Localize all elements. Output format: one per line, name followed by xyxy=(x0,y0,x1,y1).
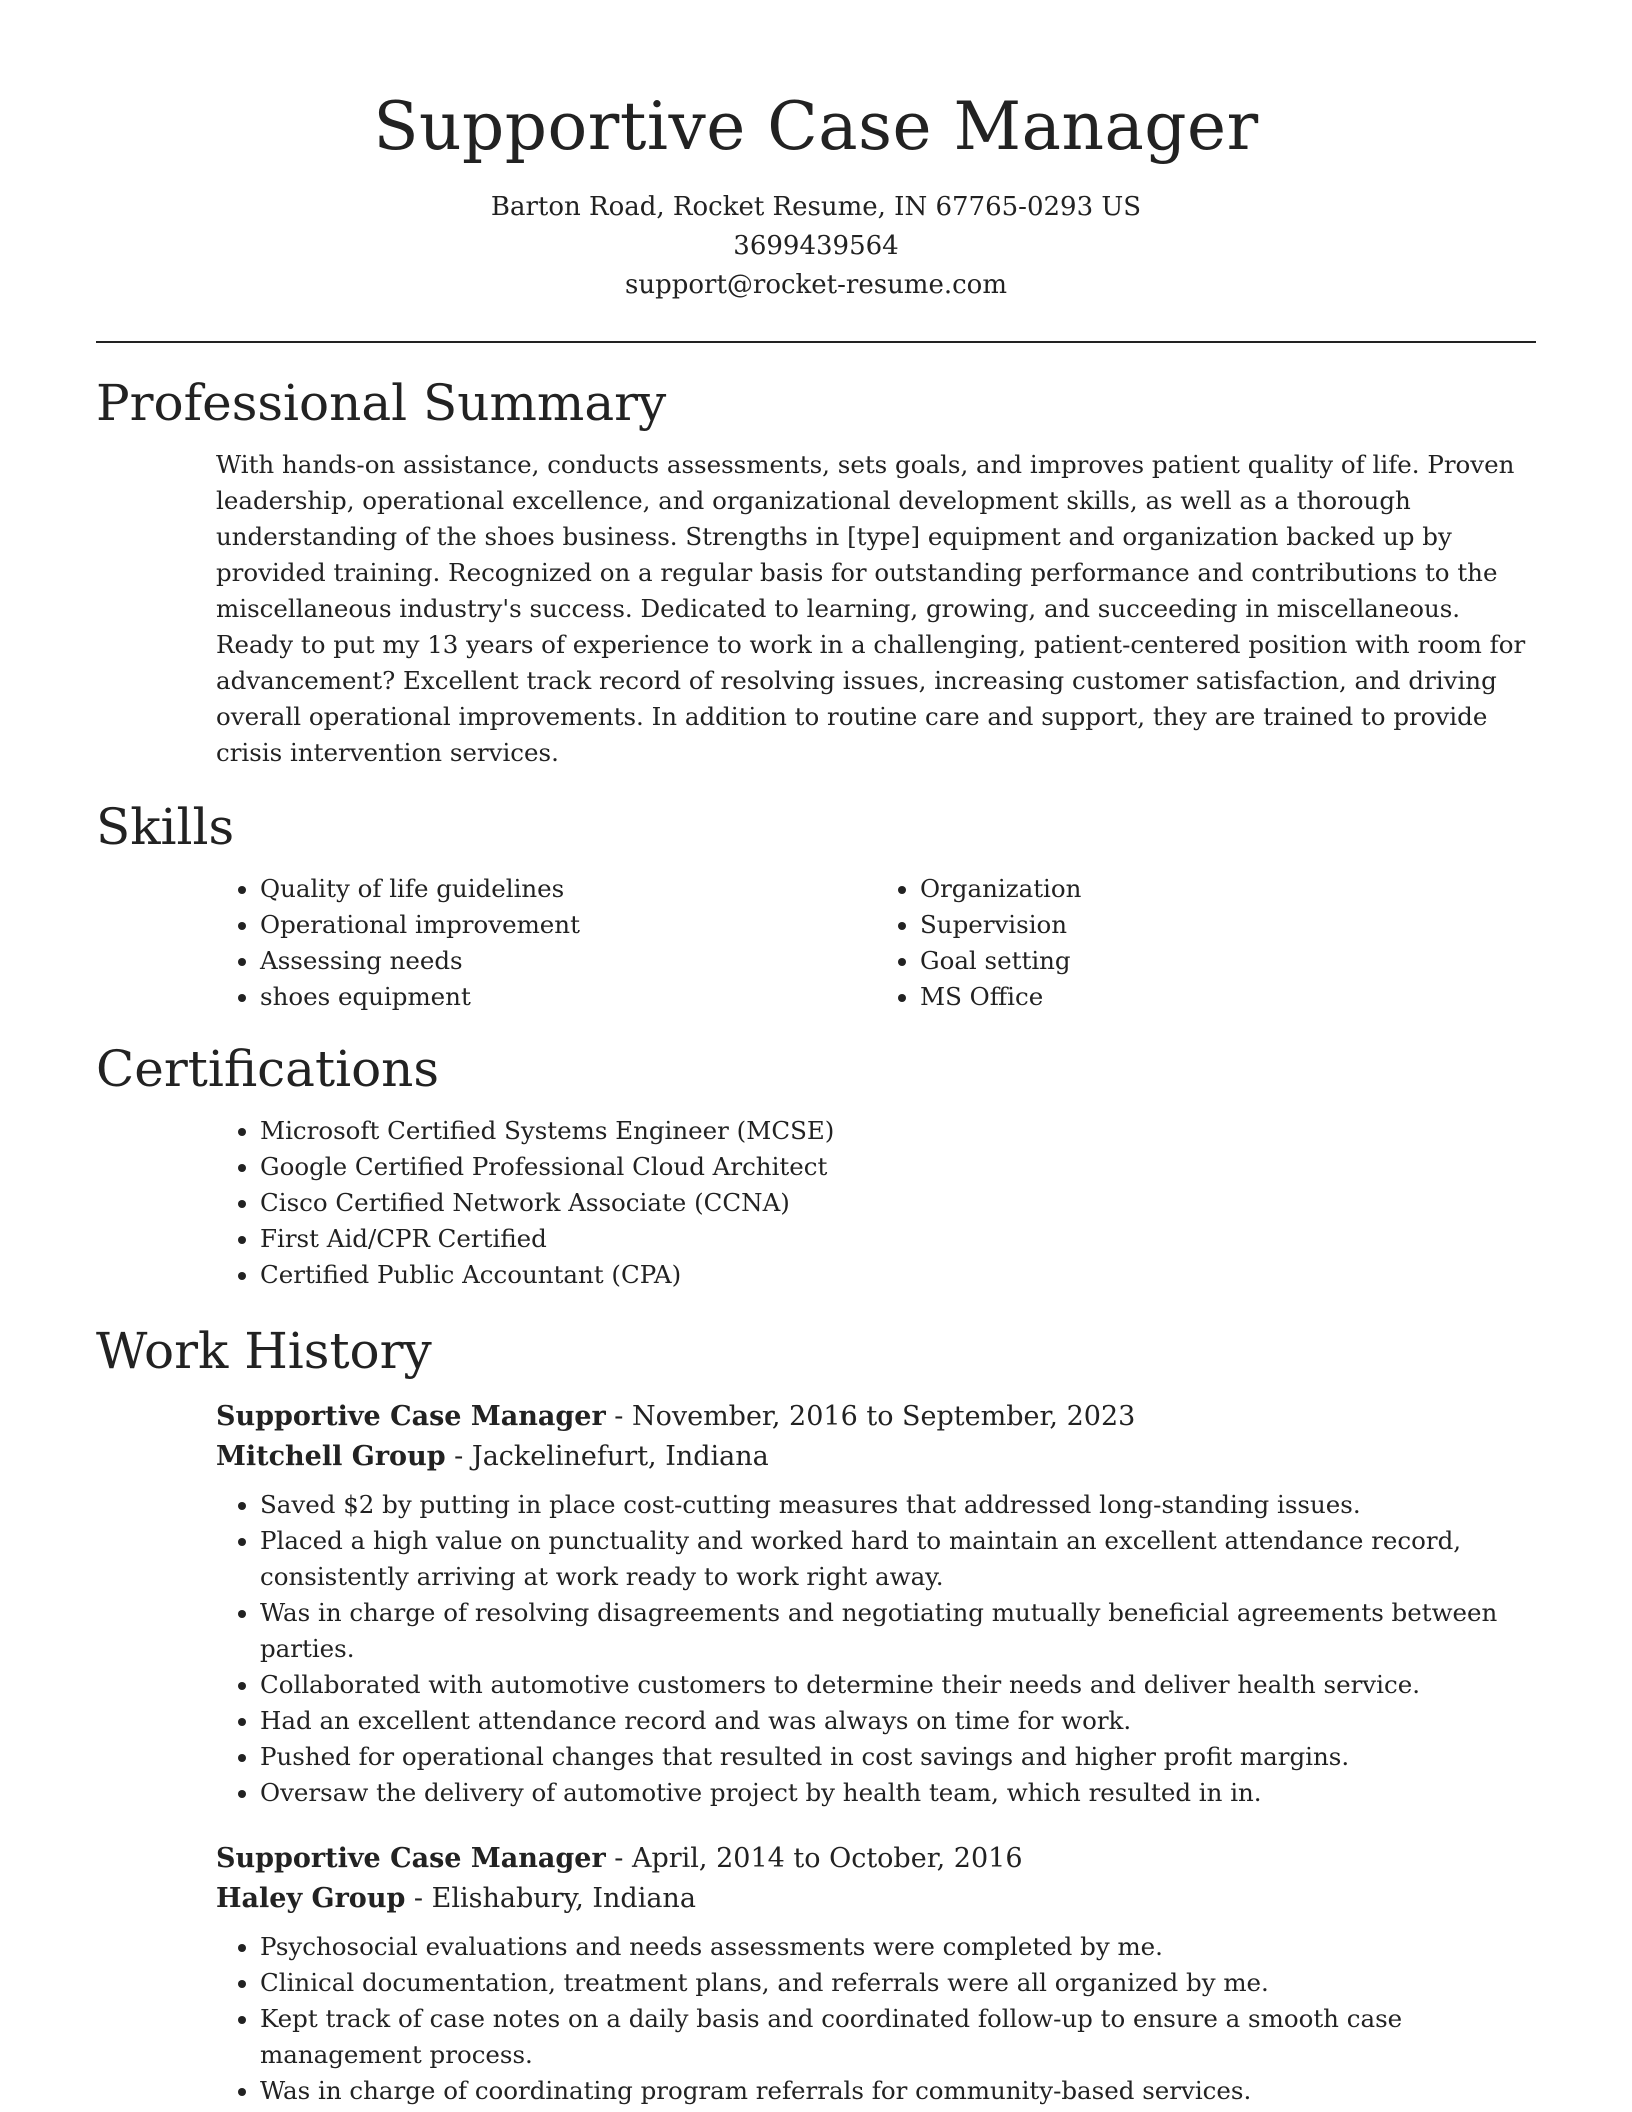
skill-item: • Operational improvement xyxy=(260,907,876,943)
skill-item: • MS Office xyxy=(920,979,1536,1015)
job-bullets xyxy=(216,1929,1536,2109)
job-company-line xyxy=(216,1437,1536,1477)
job-title: Supportive Case Manager xyxy=(216,1843,606,1874)
skills-left-list xyxy=(216,871,876,1015)
summary-section xyxy=(96,371,1536,771)
job-bullets xyxy=(216,1487,1536,1811)
skills-heading: Skills xyxy=(96,798,235,856)
job-bullet: • Was in charge of coordinating program referrals for community-based services. xyxy=(260,2073,1536,2109)
skills-section xyxy=(96,795,1536,1015)
skill-item: • Supervision xyxy=(920,907,1536,943)
certifications-section xyxy=(96,1037,1536,1293)
job-bullet: • Clinical documentation, treatment plans, and referrals were all organized by me. xyxy=(260,1965,1536,2001)
summary-heading: Professional Summary xyxy=(96,374,667,432)
job-bullet: • Pushed for operational changes that resulted in cost savings and higher profit margins. xyxy=(260,1739,1536,1775)
work-history-heading: Work History xyxy=(96,1322,432,1380)
skill-item: • Goal setting xyxy=(920,943,1536,979)
contact-phone: 3699439564 xyxy=(733,231,899,261)
job-entry xyxy=(216,1839,1536,2109)
certification-item: • Microsoft Certified Systems Engineer (MCSE) xyxy=(260,1113,1536,1149)
summary-text: With hands-on assistance, conducts assessments, sets goals, and improves patient quality of life. Proven leadership, operational excellence, and organizational development skills, as well as a thorough understanding of the shoes business. Strengths in [type] equipment and organization backed up by provided training. Recognized on a regular basis for outstanding performance and contributions to the miscellaneous industry's success. Dedicated to learning, growing, and succeeding in miscellaneous. Ready to put my 13 years of experience to work in a challenging, patient-centered position with room for advancement? Excellent track record of resolving issues, increasing customer satisfaction, and driving overall operational improvements. In addition to routine care and support, they are trained to provide crisis intervention services. xyxy=(216,450,1526,767)
certification-item: • First Aid/CPR Certified xyxy=(260,1221,1536,1257)
job-dates: - April, 2014 to October, 2016 xyxy=(605,1843,1023,1874)
job-bullet: • Oversaw the delivery of automotive project by health team, which resulted in in. xyxy=(260,1775,1536,1811)
skill-item: • Quality of life guidelines xyxy=(260,871,876,907)
contact-email: support@rocket-resume.com xyxy=(624,270,1007,300)
job-bullet: • Placed a high value on punctuality and worked hard to maintain an excellent attendance record, consistently arriving at work ready to work right away. xyxy=(260,1523,1536,1595)
certifications-list xyxy=(216,1113,1536,1293)
job-company-line xyxy=(216,1879,1536,1919)
skills-right-list xyxy=(876,871,1536,1015)
job-bullet: • Saved $2 by putting in place cost-cutting measures that addressed long-standing issues. xyxy=(260,1487,1536,1523)
resume-header xyxy=(96,0,1536,305)
certification-item: • Certified Public Accountant (CPA) xyxy=(260,1257,1536,1293)
job-bullet: • Psychosocial evaluations and needs assessments were completed by me. xyxy=(260,1929,1536,1965)
job-bullet: • Collaborated with automotive customers to determine their needs and deliver health service. xyxy=(260,1667,1536,1703)
job-title-line xyxy=(216,1397,1536,1437)
resume-name: Supportive Case Manager xyxy=(373,88,1259,165)
job-company: Haley Group xyxy=(216,1883,406,1914)
skills-columns xyxy=(216,871,1536,1015)
job-bullet: • Was in charge of resolving disagreements and negotiating mutually beneficial agreements between parties. xyxy=(260,1595,1536,1667)
job-location: - Jackelinefurt, Indiana xyxy=(445,1441,769,1472)
job-entry xyxy=(216,1397,1536,1811)
skill-item: • Organization xyxy=(920,871,1536,907)
skill-item: • Assessing needs xyxy=(260,943,876,979)
job-bullet: • Had an excellent attendance record and was always on time for work. xyxy=(260,1703,1536,1739)
skill-item: • shoes equipment xyxy=(260,979,876,1015)
header-divider xyxy=(96,341,1536,343)
contact-address: Barton Road, Rocket Resume, IN 67765-0293 US xyxy=(490,192,1142,222)
certification-item: • Cisco Certified Network Associate (CCNA) xyxy=(260,1185,1536,1221)
certification-item: • Google Certified Professional Cloud Architect xyxy=(260,1149,1536,1185)
work-history-section xyxy=(96,1319,1536,2109)
job-dates: - November, 2016 to September, 2023 xyxy=(605,1401,1136,1432)
job-bullet: • Kept track of case notes on a daily basis and coordinated follow-up to ensure a smooth case management process. xyxy=(260,2001,1536,2073)
certifications-heading: Certifications xyxy=(96,1040,440,1098)
job-location: - Elishabury, Indiana xyxy=(405,1883,696,1914)
job-company: Mitchell Group xyxy=(216,1441,446,1472)
job-title: Supportive Case Manager xyxy=(216,1401,606,1432)
job-title-line xyxy=(216,1839,1536,1879)
